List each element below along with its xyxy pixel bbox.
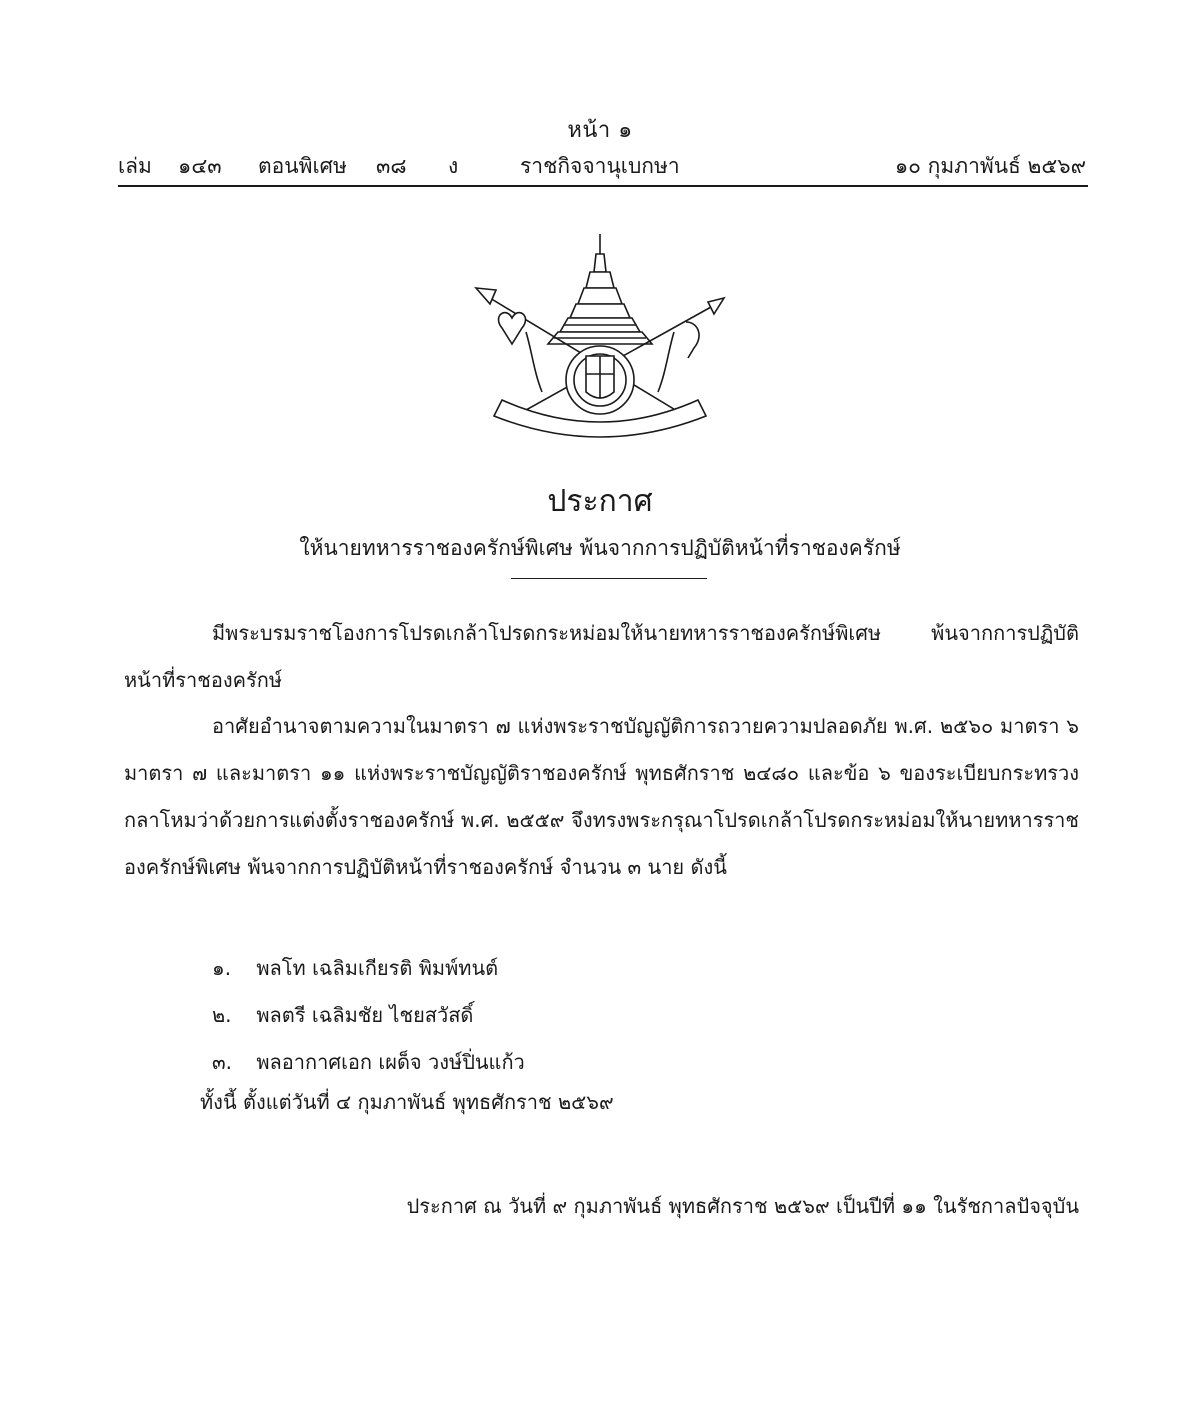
section-letter: ง (448, 154, 459, 178)
page-subtitle: ให้นายทหารราชองครักษ์พิเศษ พ้นจากการปฏิบัติหน้าที่ราชองครักษ์ (299, 536, 901, 560)
gazette-header (118, 150, 1086, 182)
section-label: ตอนพิเศษ (258, 154, 347, 178)
list-item-number: ๒. (212, 1003, 232, 1027)
paragraph-royal-command: มีพระบรมราชโองการโปรดเกล้าโปรดกระหม่อมให้นายทหารราชองครักษ์พิเศษ พ้นจากการปฏิบัติหน้าที่ราชองครักษ์ (124, 621, 1079, 692)
officer-name: พลตรี เฉลิมชัย ไชยสวัสดิ์ (256, 1003, 474, 1027)
header-divider (118, 185, 1088, 187)
section-number: ๓๘ (376, 154, 407, 178)
volume-label: เล่ม (118, 154, 152, 178)
gazette-name: ราชกิจจานุเบกษา (520, 154, 680, 178)
page-number: หน้า ๑ (567, 118, 633, 143)
paragraph-legal-basis: อาศัยอำนาจตามความในมาตรา ๗ แห่งพระราชบัญญัติการถวายความปลอดภัย พ.ศ. ๒๕๖๐ มาตรา ๖ มาตรา ๗ และมาตรา ๑๑ แห่งพระราชบัญญัติราชองครักษ์ พุทธศักราช ๒๔๘๐ และข้อ ๖ ของระเบียบกระทรวงกลาโหมว่าด้วยการแต่งตั้งราชองครักษ์ พ.ศ. ๒๕๕๙ จึงทรงพระกรุณาโปรดเกล้าโปรดกระหม่อมให้นายทหารราชองครักษ์พิเศษ พ้นจากการปฏิบัติหน้าที่ราชองครักษ์ จำนวน ๓ นาย ดังนี้ (124, 714, 1079, 879)
list-item-number: ๑. (212, 956, 232, 980)
officer-name: พลอากาศเอก เผด็จ วงษ์ปิ่นแก้ว (256, 1050, 525, 1074)
page-title: ประกาศ (547, 484, 653, 519)
royal-emblem-icon (472, 232, 728, 444)
list-item (212, 1039, 525, 1086)
signature-line: ประกาศ ณ วันที่ ๙ กุมภาพันธ์ พุทธศักราช ๒๕๖๙ เป็นปีที่ ๑๑ ในรัชกาลปัจจุบัน (406, 1194, 1079, 1218)
gazette-date: ๑๐ กุมภาพันธ์ ๒๕๖๙ (894, 154, 1086, 178)
officer-name: พลโท เฉลิมเกียรติ พิมพ์ทนต์ (256, 956, 499, 980)
volume-number: ๑๔๓ (178, 154, 222, 178)
list-item (212, 945, 525, 992)
list-item (212, 992, 525, 1039)
effective-date: ทั้งนี้ ตั้งแต่วันที่ ๔ กุมภาพันธ์ พุทธศักราช ๒๕๖๙ (200, 1090, 614, 1114)
title-divider (511, 578, 707, 579)
list-item-number: ๓. (212, 1050, 233, 1074)
officer-list (212, 945, 525, 1086)
